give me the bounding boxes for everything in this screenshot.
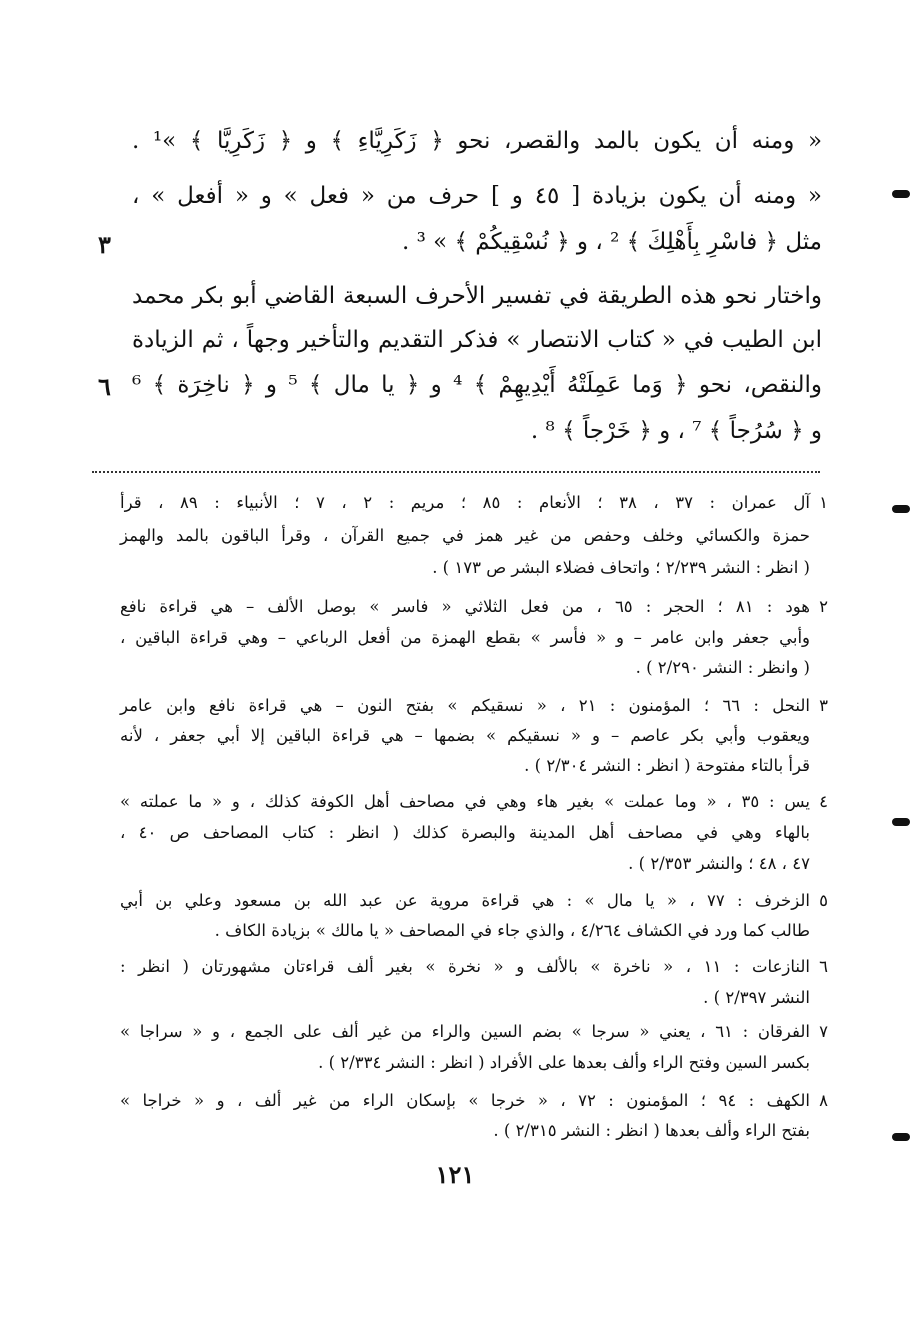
footnote-number: ٦ bbox=[819, 957, 828, 976]
footnote-line: يس : ٣٥ ، « وما عملت » بغير هاء وهي في مصاحف أهل الكوفة كذلك ، و « ما عملته » bbox=[120, 792, 810, 811]
footnote-line: النازعات : ١١ ، « ناخرة » بالألف و « نخرة » بغير ألف قراءتان مشهورتان ( انظر : bbox=[120, 957, 811, 976]
margin-line-number: ٦ bbox=[98, 372, 111, 401]
footnote-line: ويعقوب وأبي بكر عاصم – و « نسقيكم » بضمها – هي قراءة الباقين إلا أبي جعفر ، لأنه bbox=[120, 726, 810, 745]
margin-line-number: ٣ bbox=[98, 230, 111, 259]
footnote-number: ٨ bbox=[819, 1091, 828, 1110]
footnote-line: آل عمران : ٣٧ ، ٣٨ ؛ الأنعام : ٨٥ ؛ مريم : ٢ ، ٧ ؛ الأنبياء : ٨٩ ، قرأ bbox=[120, 493, 810, 512]
footnote-number: ٤ bbox=[819, 792, 828, 811]
scan-binding-mark bbox=[892, 505, 910, 513]
footnote-line: ( وانظر : النشر ٢/٢٩٠ ) . bbox=[635, 658, 810, 677]
footnote-line: هود : ٨١ ؛ الحجر : ٦٥ ، من فعل الثلاثي « فاسر » بوصل الألف – هي قراءة نافع bbox=[120, 597, 810, 616]
footnote-line: بالهاء وهي في مصاحف أهل المدينة والبصرة كذلك ( انظر : كتاب المصاحف ص ٤٠ ، bbox=[120, 823, 810, 842]
footnote-line: النحل : ٦٦ ؛ المؤمنون : ٢١ ، « نسقيكم » بفتح النون – هي قراءة نافع وابن عامر bbox=[120, 696, 810, 715]
scan-binding-mark bbox=[892, 818, 910, 826]
footnote-number: ١ bbox=[819, 493, 828, 512]
body-line: واختار نحو هذه الطريقة في تفسير الأحرف السبعة القاضي أبو بكر محمد bbox=[132, 283, 822, 309]
body-line: مثل ﴿ فاسْرِ بِأَهْلِكَ ﴾ ² ، و ﴿ نُسْقِيكُمْ ﴾ » ³ . bbox=[401, 229, 822, 255]
body-line: و ﴿ سُرُجاً ﴾ ⁷ ، و ﴿ خَرْجاً ﴾ ⁸ . bbox=[530, 418, 822, 444]
scan-binding-mark bbox=[892, 1133, 910, 1141]
scan-binding-mark bbox=[892, 190, 910, 198]
body-line: « ومنه أن يكون بالمد والقصر، نحو ﴿ زَكَرِيَّاءِ ﴾ و ﴿ زَكَرِيَّا ﴾ »¹ . bbox=[132, 128, 823, 154]
footnote-line: حمزة والكسائي وخلف وحفص من غير همز في جميع القرآن ، وقرأ الباقون بالمد والهمز bbox=[120, 526, 810, 545]
footnote-line: الفرقان : ٦١ ، يعني « سرجا » بضم السين والراء من غير ألف على الجمع ، و « سراجا » bbox=[120, 1022, 810, 1041]
footnote-line: بكسر السين وفتح الراء وألف بعدها على الأفراد ( انظر : النشر ٢/٣٣٤ ) . bbox=[318, 1053, 810, 1072]
footnote-separator bbox=[92, 471, 820, 473]
footnote-line: قرأ بالتاء مفتوحة ( انظر : النشر ٢/٣٠٤ ) . bbox=[524, 756, 810, 775]
footnote-line: الكهف : ٩٤ ؛ المؤمنون : ٧٢ ، « خرجا » بإسكان الراء من غير ألف ، و « خراجا » bbox=[120, 1091, 810, 1110]
footnote-line: طالب كما ورد في الكشاف ٤/٢٦٤ ، والذي جاء في المصاحف « يا مالك » بزيادة الكاف . bbox=[214, 921, 810, 940]
body-line: والنقص، نحو ﴿ وَما عَمِلَتْهُ أَيْدِيهِمْ ﴾ ⁴ و ﴿ يا مال ﴾ ⁵ و ﴿ ناخِرَة ﴾ ⁶ bbox=[132, 372, 822, 398]
footnote-number: ٥ bbox=[819, 891, 828, 910]
footnote-number: ٢ bbox=[819, 597, 828, 616]
body-line: ابن الطيب في « كتاب الانتصار » فذكر التقديم والتأخير وجهاً ، ثم الزيادة bbox=[132, 327, 822, 353]
footnote-line: وأبي جعفر وابن عامر – و « فأسر » بقطع الهمزة من أفعل الرباعي – وهي قراءة الباقين ، bbox=[120, 628, 810, 647]
footnote-line: بفتح الراء وألف بعدها ( انظر : النشر ٢/٣١٥ ) . bbox=[493, 1121, 810, 1140]
footnote-line: ( انظر : النشر ٢/٢٣٩ ؛ واتحاف فضلاء البشر ص ١٧٣ ) . bbox=[432, 558, 810, 577]
footnote-line: الزخرف : ٧٧ ، « يا مال » : هي قراءة مروية عن عبد الله بن مسعود وعلي بن أبي bbox=[120, 891, 810, 910]
page-number: ١٢١ bbox=[435, 1160, 475, 1189]
footnote-number: ٧ bbox=[819, 1022, 828, 1041]
footnote-line: النشر ٢/٣٩٧ ) . bbox=[703, 988, 810, 1007]
body-line: « ومنه أن يكون بزيادة [ ٤٥ و ] حرف من « فعل » و « أفعل » ، bbox=[132, 183, 822, 209]
footnote-line: ٤٧ ، ٤٨ ؛ والنشر ٢/٣٥٣ ) . bbox=[628, 854, 810, 873]
footnote-number: ٣ bbox=[819, 696, 828, 715]
